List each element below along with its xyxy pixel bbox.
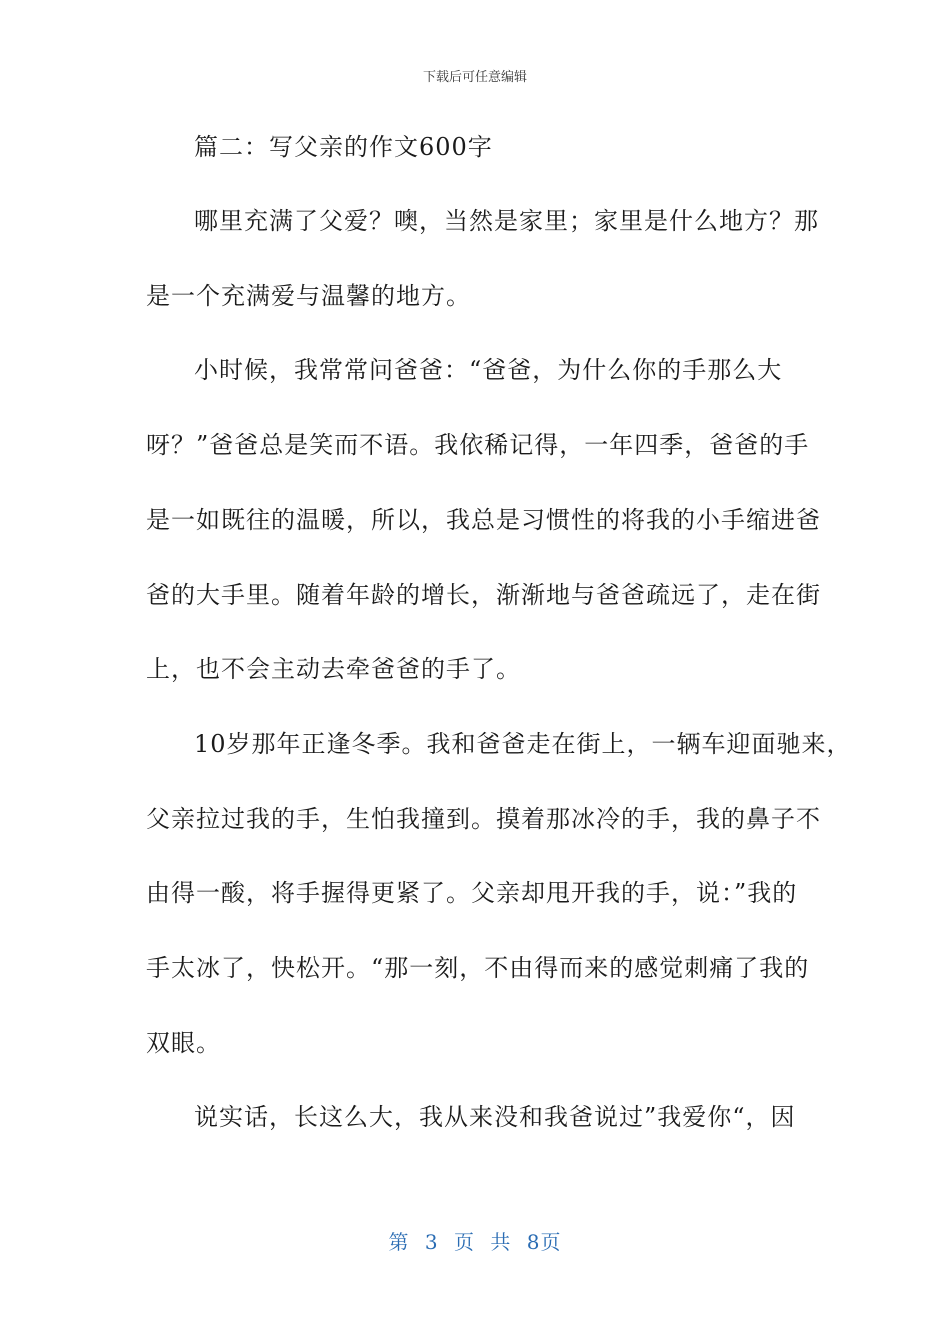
page-header-note: 下载后可任意编辑 [422,70,527,85]
text-line: 是一如既往的温暖，所以，我总是习惯性的将我的小手缩进爸 [146,506,821,534]
current-page-number: 3 [424,1230,439,1254]
total-prefix: 共 [490,1230,512,1254]
text-line: 上，也不会主动去牵爸爸的手了。 [146,655,521,683]
text-line: 手太冰了，快松开。“那一刻，不由得而来的感觉刺痛了我的 [146,954,810,982]
text-line: 呀？”爸爸总是笑而不语。我依稀记得，一年四季，爸爸的手 [146,431,810,459]
page-mid: 页 [454,1230,475,1254]
text-line: 小时候，我常常问爸爸：“爸爸，为什么你的手那么大 [194,356,783,384]
text-line: 双眼。 [146,1029,221,1057]
page-number-footer [0,1226,950,1255]
text-line: 爸的大手里。随着年龄的增长，渐渐地与爸爸疏远了，走在街 [146,581,821,609]
total-pages: 8页 [526,1230,562,1254]
section-title: 篇二：写父亲的作文600字 [194,133,493,161]
text-line: 说实话，长这么大，我从来没和我爸说过”我爱你“，因 [194,1103,796,1131]
text-line: 哪里充满了父爱？噢，当然是家里；家里是什么地方？那 [194,207,819,235]
text-line: 是一个充满爱与温馨的地方。 [146,282,471,310]
text-line: 父亲拉过我的手，生怕我撞到。摸着那冰冷的手，我的鼻子不 [146,805,821,833]
text-line: 由得一酸，将手握得更紧了。父亲却甩开我的手，说：”我的 [146,879,798,907]
text-line: 10岁那年正逢冬季。我和爸爸走在街上，一辆车迎面驰来， [194,730,852,758]
page-prefix: 第 [388,1230,410,1254]
